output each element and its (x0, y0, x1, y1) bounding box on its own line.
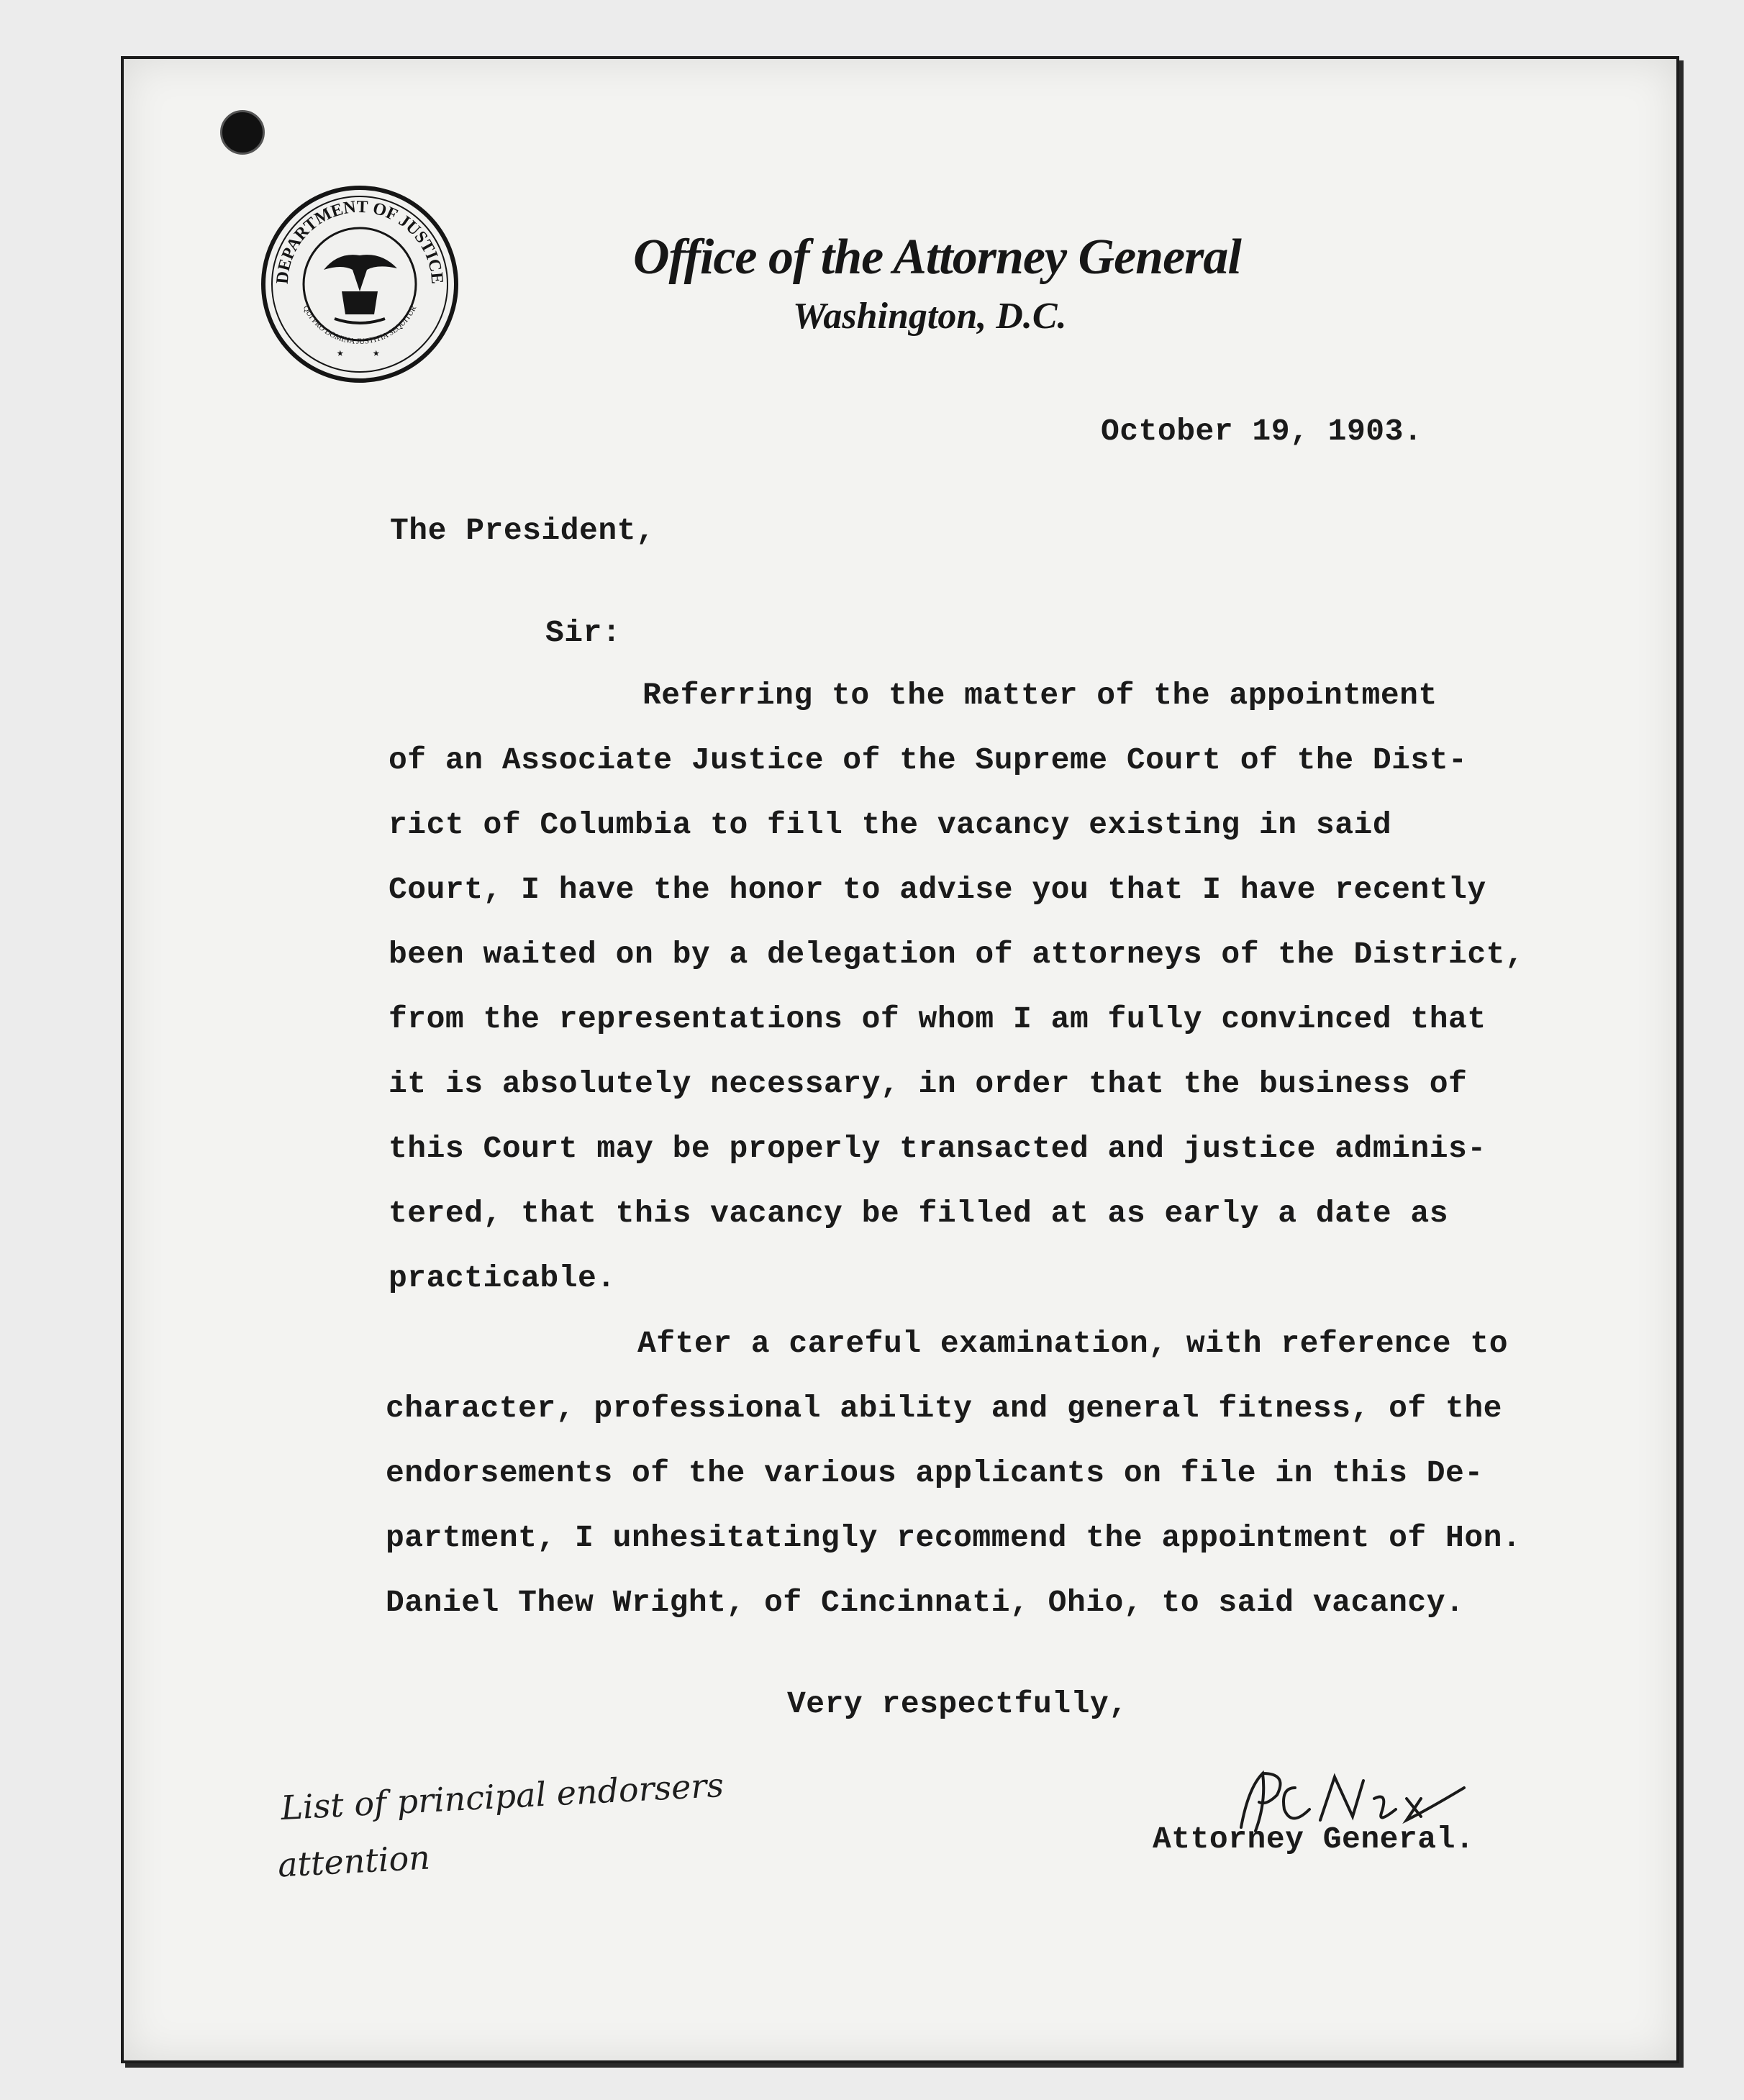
paragraph2-line: Daniel Thew Wright, of Cincinnati, Ohio, to said vacancy. (386, 1585, 1465, 1620)
paragraph1-line: Court, I have the honor to advise you that I have recently (389, 872, 1486, 907)
letterhead-title: Office of the Attorney General (633, 229, 1241, 285)
handwritten-note: List of principal endorsers (280, 1765, 725, 1828)
paragraph1-line: it is absolutely necessary, in order that the business of (389, 1066, 1468, 1101)
seal-text: DEPARTMENT OF JUSTICE (273, 197, 447, 285)
letter-date: October 19, 1903. (1101, 414, 1423, 449)
pin-hole (220, 110, 265, 155)
paragraph1-line: of an Associate Justice of the Supreme Court of the Dist- (389, 742, 1468, 778)
complimentary-close: Very respectfully, (787, 1686, 1128, 1722)
handwritten-note: attention (276, 1837, 432, 1885)
department-of-justice-seal-icon (259, 183, 460, 385)
paragraph2-line: endorsements of the various applicants on file in this De- (386, 1455, 1484, 1491)
paragraph2-line: partment, I unhesitatingly recommend the appointment of Hon. (386, 1520, 1522, 1555)
svg-text:★: ★ (337, 347, 344, 360)
paragraph1-line: this Court may be properly transacted and justice adminis- (389, 1131, 1486, 1166)
paragraph2-line: After a careful examination, with reference to (637, 1326, 1508, 1361)
letterhead-place: Washington, D.C. (793, 296, 1067, 337)
signatory-title: Attorney General. (1153, 1822, 1475, 1857)
svg-text:★: ★ (373, 347, 380, 360)
paragraph1-line: rict of Columbia to fill the vacancy existing in said (389, 807, 1392, 842)
paragraph1-line: Referring to the matter of the appointment (642, 678, 1438, 713)
paragraph1-line: practicable. (389, 1260, 616, 1296)
paragraph2-line: character, professional ability and general fitness, of the (386, 1391, 1502, 1426)
paragraph1-line: tered, that this vacancy be filled at as early a date as (389, 1196, 1449, 1231)
greeting: Sir: (545, 615, 622, 650)
seal-motto: QUI PRO DOMINA JUSTITIA SEQUITUR (301, 304, 419, 347)
paragraph1-line: been waited on by a delegation of attorneys of the District, (389, 937, 1525, 972)
addressee: The President, (390, 513, 655, 548)
paragraph1-line: from the representations of whom I am fully convinced that (389, 1001, 1486, 1037)
